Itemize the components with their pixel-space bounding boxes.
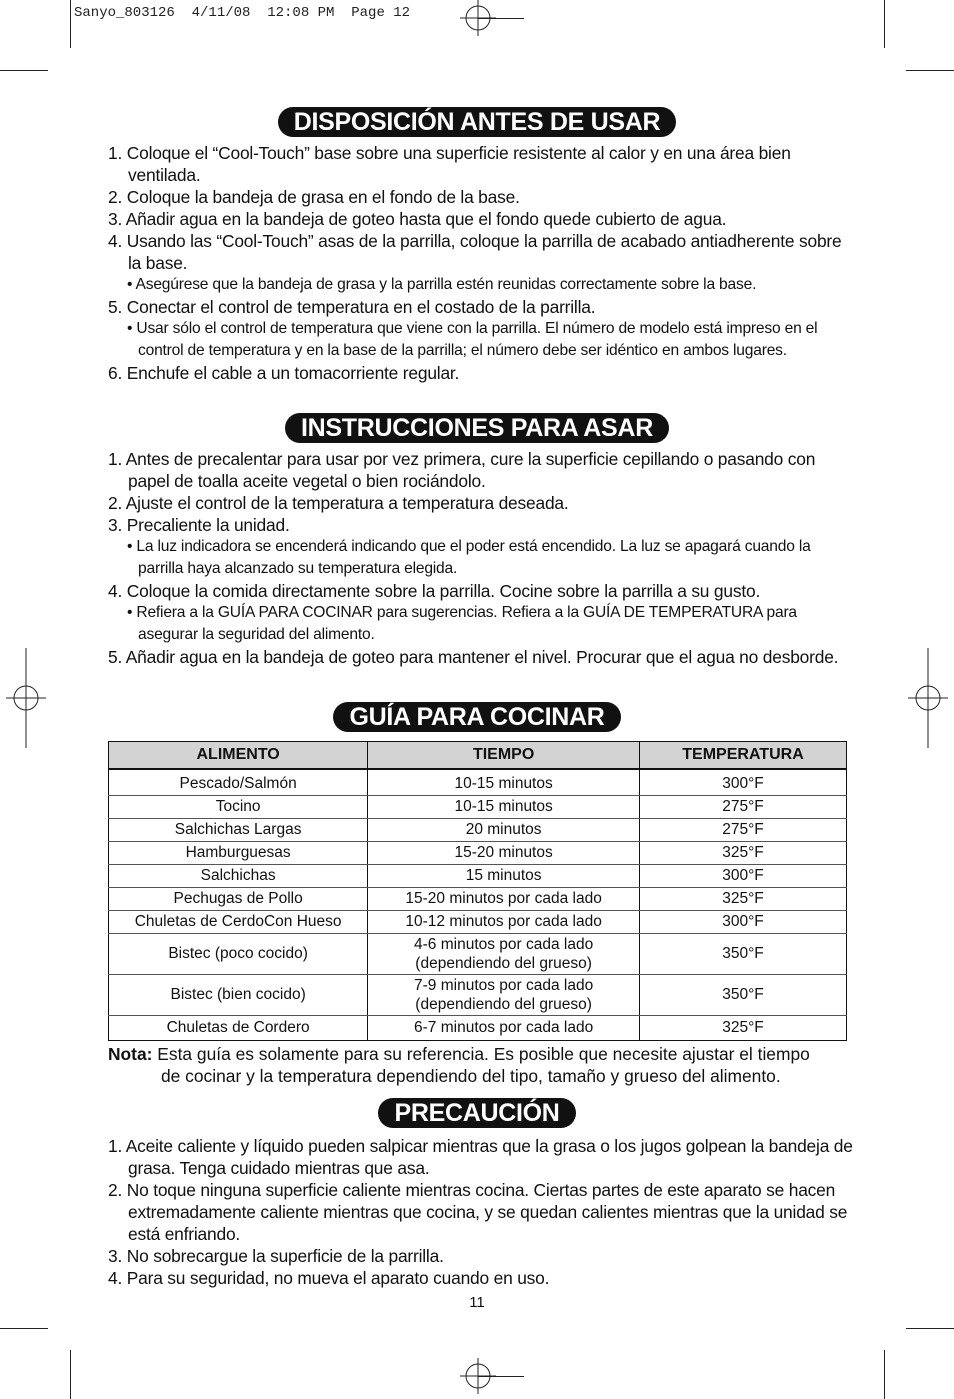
table-cell: Chuletas de Cordero <box>109 1015 368 1040</box>
registration-mark-icon <box>6 648 46 748</box>
table-cell: 6-7 minutos por cada lado <box>368 1015 640 1040</box>
list-item: 3. Precaliente la unidad. <box>108 515 290 535</box>
section-heading-caution <box>0 1098 954 1128</box>
table-cell: 15-20 minutos por cada lado <box>368 887 640 910</box>
list-item: 5. Conectar el control de temperatura en el costado de la parrilla. <box>108 297 596 317</box>
table-cell: Chuletas de CerdoCon Hueso <box>109 910 368 933</box>
list-bullet: • La luz indicadora se encenderá indicando que el poder está encendido. La luz se apagará cuando la parrilla haya alcanzado su temperatura elegida. <box>127 538 811 577</box>
list-item: 4. Usando las “Cool-Touch” asas de la parrilla, coloque la parrilla de acabado antiadherente sobre la base. <box>108 231 842 273</box>
page-number: 11 <box>469 1294 485 1311</box>
list-item: 1. Coloque el “Cool-Touch” base sobre una superficie resistente al calor y en una área bien ventilada. <box>108 143 791 185</box>
table-cell: Bistec (poco cocido) <box>109 933 368 974</box>
crop-mark <box>884 0 885 48</box>
crop-mark <box>0 1328 48 1329</box>
list-bullet: • Refiera a la GUÍA PARA COCINAR para sugerencias. Refiera a la GUÍA DE TEMPERATURA para asegurar la seguridad del alimento. <box>127 604 797 643</box>
table-header-row <box>109 742 847 770</box>
crop-mark <box>0 70 48 71</box>
registration-mark-icon <box>908 648 948 748</box>
table-cell: Hamburguesas <box>109 841 368 864</box>
table-cell: 10-15 minutos <box>368 795 640 818</box>
list-item: 1. Antes de precalentar para usar por vez primera, cure la superficie cepillando o pasando con papel de toalla aceite vegetal o bien rociándolo. <box>108 449 816 491</box>
table-cell: 10-12 minutos por cada lado <box>368 910 640 933</box>
table-cell: 350°F <box>640 933 847 974</box>
cooking-guide-table <box>108 741 847 1041</box>
column-header: TEMPERATURA <box>640 742 847 770</box>
table-cell: 350°F <box>640 974 847 1015</box>
table-cell: 300°F <box>640 910 847 933</box>
table-cell: Pescado/Salmón <box>109 772 368 795</box>
list-item: 2. Ajuste el control de la temperatura a temperatura deseada. <box>108 493 569 513</box>
list-item: 5. Añadir agua en la bandeja de goteo para mantener el nivel. Procurar que el agua no desborde. <box>108 647 839 667</box>
table-row <box>109 974 847 1015</box>
list-bullet: • Usar sólo el control de temperatura que viene con la parrilla. El número de modelo está impreso en el control de temperatura y en la base de la parrilla; el número debe ser idéntico en ambos lugares. <box>127 320 818 359</box>
list-item: 4. Coloque la comida directamente sobre la parrilla. Cocine sobre la parrilla a su gusto. <box>108 581 761 601</box>
table-row <box>109 772 847 795</box>
crop-mark <box>906 70 954 71</box>
table-cell: Tocino <box>109 795 368 818</box>
table-cell: 4-6 minutos por cada lado (dependiendo del grueso) <box>368 933 640 974</box>
printer-slug: Sanyo_803126 4/11/08 12:08 PM Page 12 <box>74 5 411 21</box>
table-cell: Salchichas Largas <box>109 818 368 841</box>
crop-mark <box>70 0 71 48</box>
list-bullet: • Asegúrese que la bandeja de grasa y la parrilla estén reunidas correctamente sobre la base. <box>127 276 757 293</box>
setup-list <box>108 142 853 384</box>
list-item: 4. Para su seguridad, no mueva el aparato cuando en uso. <box>108 1268 550 1288</box>
note-text: Esta guía es solamente para su referencia. Es posible que necesite ajustar el tiempo <box>157 1044 810 1064</box>
list-item: 3. Añadir agua en la bandeja de goteo hasta que el fondo quede cubierto de agua. <box>108 209 727 229</box>
grilling-title: INSTRUCCIONES PARA ASAR <box>285 413 669 443</box>
table-cell: 7-9 minutos por cada lado (dependiendo del grueso) <box>368 974 640 1015</box>
column-header: TIEMPO <box>368 742 640 770</box>
table-cell: 15-20 minutos <box>368 841 640 864</box>
table-row <box>109 1015 847 1040</box>
table-cell: 300°F <box>640 772 847 795</box>
table-cell: 325°F <box>640 887 847 910</box>
table-cell: Salchichas <box>109 864 368 887</box>
list-item: 2. No toque ninguna superficie caliente mientras cocina. Ciertas partes de este aparato se hacen extremadamente caliente mientras que cocina, y se quedan calientes mientras que la unidad se está enfriando. <box>108 1180 848 1244</box>
table-row <box>109 818 847 841</box>
table-row <box>109 795 847 818</box>
crop-mark <box>884 1350 885 1399</box>
list-item: 6. Enchufe el cable a un tomacorriente regular. <box>108 363 460 383</box>
table-cell: 20 minutos <box>368 818 640 841</box>
list-item: 3. No sobrecargue la superficie de la parrilla. <box>108 1246 444 1266</box>
column-header: ALIMENTO <box>109 742 368 770</box>
note-text: de cocinar y la temperatura dependiendo del tipo, tamaño y grueso del alimento. <box>161 1066 781 1086</box>
setup-title: DISPOSICIÓN ANTES DE USAR <box>278 107 677 137</box>
table-cell: 275°F <box>640 795 847 818</box>
section-heading-guide <box>0 702 954 732</box>
table-row <box>109 887 847 910</box>
crop-mark <box>906 1328 954 1329</box>
table-cell: Pechugas de Pollo <box>109 887 368 910</box>
caution-list <box>108 1135 853 1289</box>
table-cell: 325°F <box>640 1015 847 1040</box>
note-label: Nota: <box>108 1044 153 1064</box>
table-cell: Bistec (bien cocido) <box>109 974 368 1015</box>
registration-mark-icon <box>460 1358 496 1394</box>
table-cell: 300°F <box>640 864 847 887</box>
section-heading-grilling <box>0 413 954 443</box>
table-cell: 325°F <box>640 841 847 864</box>
table-row <box>109 933 847 974</box>
grilling-list <box>108 448 853 668</box>
list-item: 2. Coloque la bandeja de grasa en el fondo de la base. <box>108 187 520 207</box>
crop-mark <box>70 1350 71 1399</box>
registration-mark-icon <box>460 0 496 36</box>
list-item: 1. Aceite caliente y líquido pueden salpicar mientras que la grasa o los jugos golpean la bandeja de grasa. Tenga cuidado mientras que asa. <box>108 1136 853 1178</box>
guide-title: GUÍA PARA COCINAR <box>333 702 620 732</box>
table-cell: 10-15 minutos <box>368 772 640 795</box>
table-row <box>109 864 847 887</box>
table-row <box>109 910 847 933</box>
table-cell: 275°F <box>640 818 847 841</box>
section-heading-setup <box>0 107 954 137</box>
table-cell: 15 minutos <box>368 864 640 887</box>
caution-title: PRECAUCIÓN <box>378 1098 575 1128</box>
guide-note <box>108 1043 853 1087</box>
table-row <box>109 841 847 864</box>
